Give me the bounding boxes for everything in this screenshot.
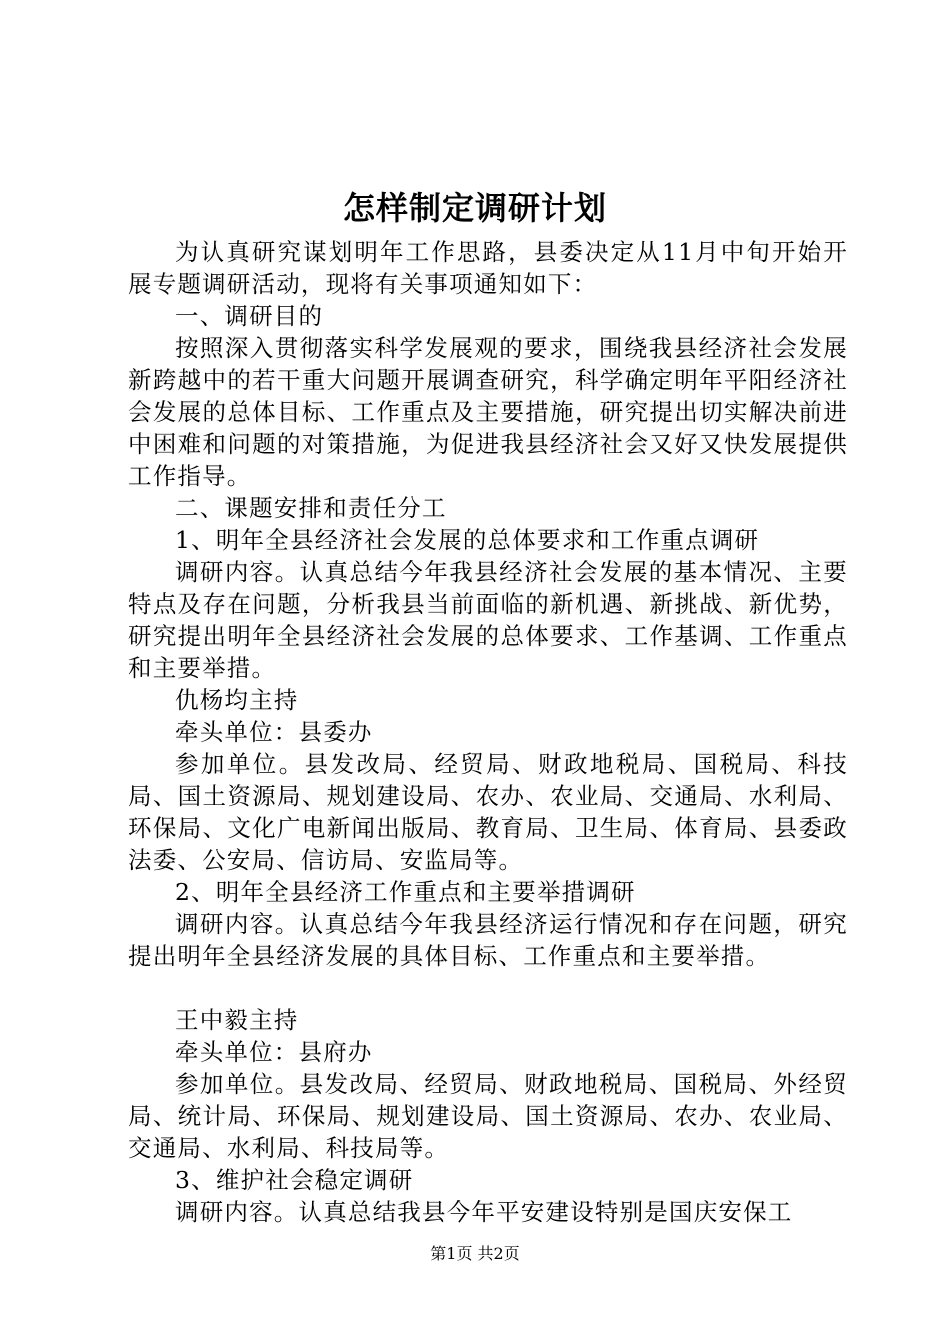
heading-purpose: 一、调研目的 xyxy=(175,302,324,330)
topic-1-host: 仇杨均主持 xyxy=(175,686,299,714)
topic-1-lead-unit: 牵头单位：县委办 xyxy=(175,718,373,746)
blank-line xyxy=(128,972,848,1004)
heading-assignments: 二、课题安排和责任分工 xyxy=(175,494,447,522)
document-body xyxy=(128,236,848,1228)
document-title: 怎样制定调研计划 xyxy=(342,189,607,227)
paragraph-purpose: 按照深入贯彻落实科学发展观的要求，围绕我县经济社会发展新跨越中的若干重大问题开展调查研究，科学确定明年平阳经济社会发展的总体目标、工作重点及主要措施，研究提出切实解决前进中困难和问题的对策措施，为促进我县经济社会又好又快发展提供工作指导。 xyxy=(128,334,848,490)
page-footer: 第1页 共2页 xyxy=(430,1244,520,1263)
topic-1-heading: 1、明年全县经济社会发展的总体要求和工作重点调研 xyxy=(175,526,760,554)
paragraph-intro: 为认真研究谋划明年工作思路，县委决定从11月中旬开始开展专题调研活动，现将有关事项通知如下： xyxy=(128,238,848,298)
topic-3-heading: 3、维护社会稳定调研 xyxy=(175,1166,414,1194)
topic-2-participants: 参加单位。县发改局、经贸局、财政地税局、国税局、外经贸局、统计局、环保局、规划建设局、国土资源局、农办、农业局、交通局、水利局、科技局等。 xyxy=(128,1070,848,1162)
topic-3-content: 调研内容。认真总结我县今年平安建设特别是国庆安保工 xyxy=(175,1198,793,1226)
topic-2-heading: 2、明年全县经济工作重点和主要举措调研 xyxy=(175,878,636,906)
topic-2-host: 王中毅主持 xyxy=(175,1006,299,1034)
topic-2-lead-unit: 牵头单位：县府办 xyxy=(175,1038,373,1066)
topic-1-participants: 参加单位。县发改局、经贸局、财政地税局、国税局、科技局、国土资源局、规划建设局、农办、农业局、交通局、水利局、环保局、文化广电新闻出版局、教育局、卫生局、体育局、县委政法委、公安局、信访局、安监局等。 xyxy=(128,750,848,874)
topic-2-content: 调研内容。认真总结今年我县经济运行情况和存在问题，研究提出明年全县经济发展的具体目标、工作重点和主要举措。 xyxy=(128,910,848,970)
topic-1-content: 调研内容。认真总结今年我县经济社会发展的基本情况、主要特点及存在问题，分析我县当前面临的新机遇、新挑战、新优势，研究提出明年全县经济社会发展的总体要求、工作基调、工作重点和主要举措。 xyxy=(128,558,848,682)
